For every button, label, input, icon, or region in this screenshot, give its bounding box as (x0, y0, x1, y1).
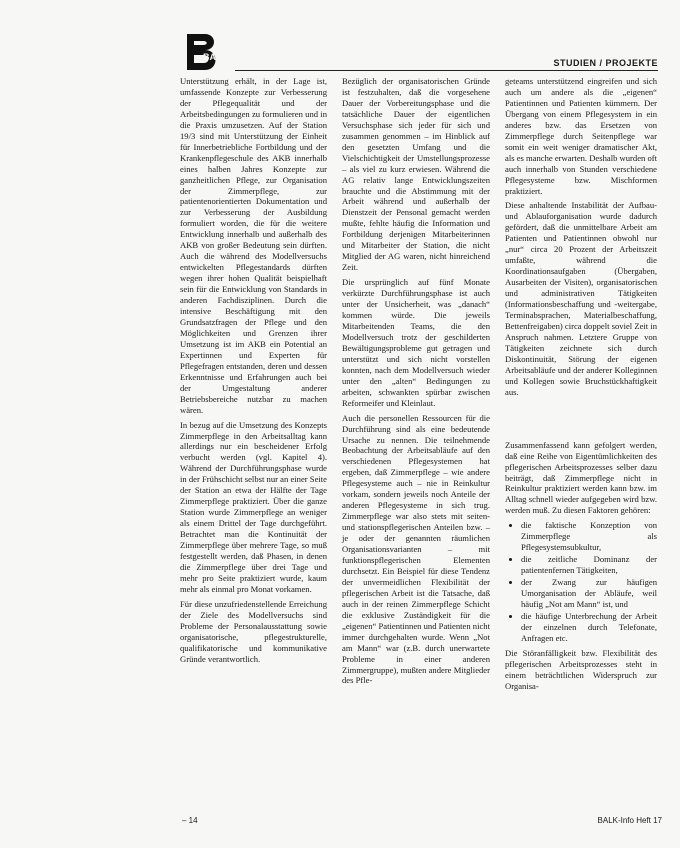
paragraph: Zusammenfassend kann gefolgert werden, daß eine Reihe von Eigentümlichkeiten des pflegerischen Arbeitsprozesses selber dazu beiträgt, daß Zimmerpflege nicht in Reinkultur praktiziert werden kann bzw. im Alltag schnell wieder aufgegeben wird bzw. werden muß. Zu diesen Faktoren gehören: (505, 439, 657, 516)
journal-footer: BALK-Info Heft 17 (597, 816, 662, 825)
paragraph: In bezug auf die Umsetzung des Konzepts Zimmerpflege in den Arbeitsalltag kann allerdings nur ein bescheidener Erfolg verbucht werden (vgl. Kapitel 4). Während der Durchführungsphase wurde in der Frühschicht selbst nur an einer Seite der Station an etwa der Hälfte der Tage Zimmerpflege praktiziert. Über die ganze Station wurde Zimmerpflege an weniger als einem Drittel der Tage durchgeführt. Betrachtet man die Kontinuität der Zimmerpflege über mehrere Tage, so muß festgestellt werden, daß Phasen, in denen die Zimmerpflege über drei Tage und mehr pro Seite praktiziert wurde, kaum mehr als einmal pro Monat vorkamen. (180, 419, 327, 594)
paragraph: Die ursprünglich auf fünf Monate verkürzte Durchführungsphase ist auch unter der Unsicherheit, was „danach“ kommen würde. Die jeweils Mitarbeitenden Teams, die den Modellversuch trotz der geschilderten Bewältigungsprobleme gut getragen und unterstützt und sich nicht vorstellen konnten, nach dem Modellversuch wieder unter den „alten“ Bedingungen zu arbeiten, schwankten spürbar zwischen Reformeifer und Kleinlaut. (342, 277, 490, 408)
spacer (505, 402, 657, 440)
section-title: STUDIEN / PROJEKTE (553, 58, 658, 68)
column-2 (342, 76, 490, 690)
column-3 (505, 76, 657, 696)
balk-logo (183, 30, 229, 76)
list-item: • die häufige Unterbrechung der Arbeit der einzelnen durch Telefonate, Anfragen etc. (521, 611, 657, 644)
paragraph: geteams unterstützend eingreifen und sich auch um andere als die „eigenen“ Patientinnen und Patienten kümmern. Der Übergang von einem Pflegesystem in ein anderes bzw. das Ersetzen von Zimmerpflege durch Seitenpflege war somit ein weit weniger dramatischer Akt, als es manche erwarten. Deshalb wurden oft auch innerhalb von Stunden verschiedene Pflegesysteme bzw. Mischformen praktiziert. (505, 76, 658, 196)
list-item: • der Zwang zur häufigen Umorganisation der Abläufe, weil häufig „Not am Mann“ ist, und (521, 577, 657, 610)
page-number: – 14 (182, 816, 198, 825)
header-rule (235, 70, 658, 71)
paragraph: Unterstützung erhält, in der Lage ist, umfassende Konzepte zur Verbesserung der Pflegequalität und der Arbeitsbedingungen zu formulieren und in die Praxis umzusetzen. Auf der Station 19/3 sind mit Unterstützung der Einheit für Innerbetriebliche Fortbildung und der Krankenpflegeschule des AKB innerhalb eines halben Jahres Konzepte zur ganzheitlichen Pflege, zur Organisation der Zimmerpflege, zur patientenorientierten Dokumentation und zur Verbesserung der Ausbildung formuliert worden, die für die weitere Entwicklung innerhalb und außerhalb des AKB von großer Bedeutung sein dürften. Auch die während des Modellversuchs entwickelten Pflegestandards dürften wegen ihrer hohen Qualität beispielhaft sein für die Entwicklung von Standards in anderen Fachdisziplinen. Durch die intensive Beschäftigung mit den Grundsatzfragen der Pflege und den Möglichkeiten und Grenzen ihrer Umsetzung ist im AKB ein Potential an Expertinnen und Experten für Pflegefragen entstanden, deren und dessen Erkenntnisse und Erfahrungen auch bei der Umgestaltung anderer Betriebsbereiche nutzbar zu machen wären. (180, 76, 327, 415)
paragraph: Bezüglich der organisatorischen Gründe ist festzuhalten, daß die vorgesehene Dauer der Vorbereitungsphase und die tatsächliche Dauer der eigentlichen Versuchsphase sich jeder für sich und zusammen genommen – im Hinblick auf den gesetzten Umfang und die Vielschichtigkeit der Umstellungsprozesse – als viel zu kurz erwiesen. Während die AG relativ lange Entwicklungszeiten brauchte und die Abstimmung mit der Arbeit während und außerhalb der Dienstzeit der Pensonal gemacht werden mußte, fehlte häufig die Information und Fortbildung derjenigen Mitarbeiterinnen und Mitarbeiter der Station, die nicht Mitglied der AG waren, nicht hinreichend Zeit. (342, 76, 490, 273)
bullet-list (505, 520, 657, 643)
list-item: • die faktische Konzeption von Zimmerpflege als Pflegesystemsubkultur, (521, 520, 657, 553)
column-1 (180, 76, 327, 669)
paragraph: Für diese unzufriedenstellende Erreichung der Ziele des Modellversuchs sind Probleme der Personalausstattung sowie organisatorische, pflegestrukturelle, qualifikatorische und kommunikative Gründe verantwortlich. (180, 598, 327, 664)
paragraph: Diese anhaltende Instabilität der Aufbau- und Ablauforganisation wurde dadurch gefördert, daß die unmittelbare Arbeit am Patienten und Patientinnen obwohl nur „nur“ circa 20 Prozent der Arbeitszeit umfaßte, während die Koordinationsaufgaben (Übergaben, Ausarbeiten der Visiten), organisatorischen und administrativen Tätigkeiten (Informationsbeschaffung und -weitergabe, Terminabsprachen, Materialbeschaffung, Bettenfreigaben) circa doppelt soviel Zeit in Anspruch nahmen. Letztere Gruppe von Tätigkeiten zeichnete sich durch Diskontinuität, Störung der eigenen Arbeitsabläufe und der anderer Kolleginnen und Kollegen sowie Bruchstückhaftigkeit aus. (505, 200, 658, 397)
paragraph: Die Störanfälligkeit bzw. Flexibilität des pflegerischen Arbeitsprozesses steht in einem beträchtlichen Widerspruch zur Organisa- (505, 647, 657, 691)
list-item: • die zeitliche Dominanz der patientenfernen Tätigkeiten, (521, 554, 657, 576)
logo-lettering: BALK (203, 52, 228, 62)
paragraph: Auch die personellen Ressourcen für die Durchführung sind als eine bedeutende Ursache zu nennen. Die teilnehmende Beobachtung der Arbeitsabläufe auf den verschiedenen Pflegesystemen hat ergeben, daß Zimmerpflege – wie andere Pflegesysteme auch – nie in Reinkultur vorkam, sondern jeweils noch Anteile der anderen Pflegesysteme in sich trug. Zimmerpflege war also stets mit seiten- und stationspflegerischen Anteilen bzw. – je oder der genannten räumlichen Organisationsvarianten – mit funktionspflegerischen Elementen durchsetzt. Ein Beispiel für diese Tendenz der unvermeidlichen Flexibilität der pflegerischen Arbeit ist die Tatsache, daß auch in der reinen Zimmerpflege Schicht die exklusive Zuständigkeit für die „eigenen“ Patientinnen und Patienten nicht immer durchgehalten wurde. Wenn „Not am Mann“ war (z.B. durch unerwartete Probleme in einer anderen Zimmergruppe), mußten andere Mitglieder des Pfle- (342, 412, 490, 686)
